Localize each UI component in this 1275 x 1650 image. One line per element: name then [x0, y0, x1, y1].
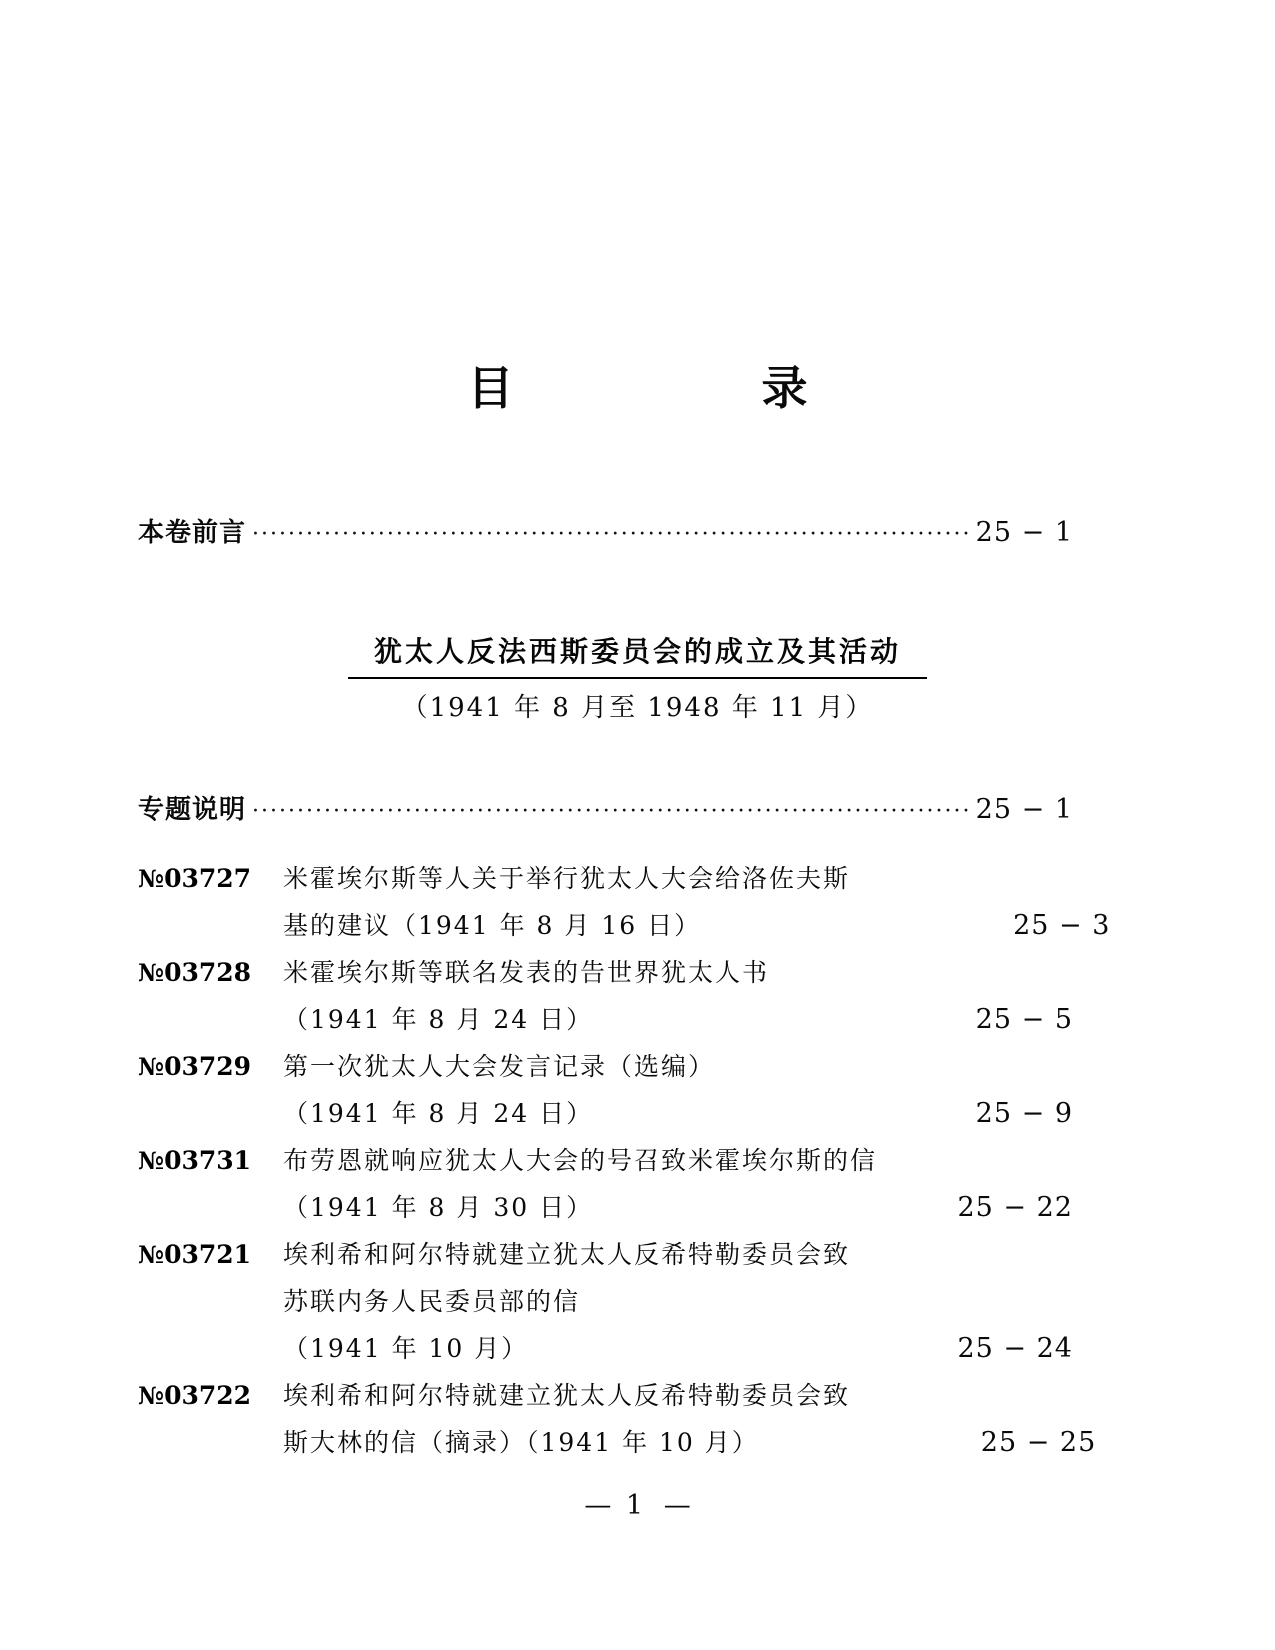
entry-title-line: （1941 年 8 月 24 日） — [283, 1099, 594, 1128]
entry-row — [138, 1043, 1073, 1090]
dot-leader — [534, 1341, 951, 1357]
section-heading — [0, 630, 1275, 679]
entry-number: №03722 — [138, 1381, 252, 1410]
entry-pageref: 25 − 5 — [975, 1004, 1073, 1035]
entry-number: №03728 — [138, 958, 252, 987]
numero-sign-icon: № — [138, 1052, 165, 1081]
entry-03721[interactable] — [138, 1231, 1073, 1372]
dot-leader — [252, 797, 970, 822]
entry-03722[interactable] — [138, 1372, 1097, 1466]
topic-note-pageref: 25 − 1 — [975, 794, 1073, 825]
numero-sign-icon: № — [138, 958, 165, 987]
entry-row — [138, 1231, 1073, 1278]
section-heading-text: 犹太人反法西斯委员会的成立及其活动 — [348, 630, 927, 679]
topic-note-label: 专题说明 — [138, 795, 247, 825]
entry-number: №03731 — [138, 1146, 252, 1175]
entry-title-line: 米霍埃尔斯等人关于举行犹太人大会给洛佐夫斯 — [283, 864, 851, 893]
entry-title-line: 米霍埃尔斯等联名发表的告世界犹太人书 — [283, 958, 770, 987]
entry-row-continuation — [138, 902, 1111, 949]
entry-title-line: 埃利希和阿尔特就建立犹太人反希特勒委员会致 — [283, 1240, 851, 1269]
page-folio — [0, 1490, 1275, 1521]
folio-left-dash: — — [584, 1490, 612, 1521]
toc-entry-topic-note[interactable] — [138, 795, 1073, 825]
entry-title-line: （1941 年 8 月 24 日） — [283, 1005, 594, 1034]
entry-title-line: 苏联内务人民委员部的信 — [283, 1287, 581, 1316]
dot-leader — [765, 1435, 975, 1451]
entry-pageref: 25 − 3 — [1013, 910, 1111, 941]
entry-row-continuation — [138, 996, 1073, 1043]
entry-03731[interactable] — [138, 1137, 1073, 1231]
dot-leader — [252, 520, 970, 545]
entry-title-line: 基的建议（1941 年 8 月 16 日） — [283, 911, 702, 940]
page-title: 目 录 — [467, 361, 860, 415]
folio-right-dash: — — [663, 1490, 691, 1521]
entry-title-line: 斯大林的信（摘录）（1941 年 10 月） — [283, 1428, 759, 1457]
entry-03727[interactable] — [138, 855, 1111, 949]
entry-pageref: 25 − 24 — [957, 1333, 1073, 1364]
entry-title-line: （1941 年 8 月 30 日） — [283, 1193, 594, 1222]
numero-sign-icon: № — [138, 1240, 165, 1269]
section-subtitle: （1941 年 8 月至 1948 年 11 月） — [401, 693, 874, 723]
entry-number: №03721 — [138, 1240, 252, 1269]
entry-number: №03727 — [138, 864, 252, 893]
entry-row — [138, 1137, 1073, 1184]
entry-pageref: 25 − 22 — [957, 1192, 1073, 1223]
entry-row-continuation — [138, 1278, 1073, 1325]
numero-sign-icon: № — [138, 1381, 165, 1410]
entry-title-line: （1941 年 10 月） — [283, 1334, 529, 1363]
entry-row-continuation — [138, 1325, 1073, 1372]
folio-number: 1 — [625, 1490, 650, 1521]
entry-03728[interactable] — [138, 949, 1073, 1043]
dot-leader — [599, 1200, 951, 1216]
dot-leader — [599, 1106, 970, 1122]
preface-pageref: 25 − 1 — [975, 517, 1073, 548]
entry-row-continuation — [138, 1419, 1097, 1466]
entry-row — [138, 949, 1073, 996]
entry-title-line: 埃利希和阿尔特就建立犹太人反希特勒委员会致 — [283, 1381, 851, 1410]
entry-row — [138, 1372, 1073, 1419]
numero-sign-icon: № — [138, 864, 165, 893]
entry-title-line: 第一次犹太人大会发言记录（选编） — [283, 1052, 716, 1081]
entry-row — [138, 855, 1073, 902]
entry-title-line: 布劳恩就响应犹太人大会的号召致米霍埃尔斯的信 — [283, 1146, 878, 1175]
toc-entry-preface[interactable] — [138, 518, 1073, 548]
numero-sign-icon: № — [138, 1146, 165, 1175]
entry-03729[interactable] — [138, 1043, 1073, 1137]
dot-leader — [599, 1012, 970, 1028]
entry-pageref: 25 − 9 — [975, 1098, 1073, 1129]
entry-row-continuation — [138, 1184, 1073, 1231]
preface-label: 本卷前言 — [138, 518, 247, 548]
entry-pageref: 25 − 25 — [980, 1427, 1097, 1458]
entry-row-continuation — [138, 1090, 1073, 1137]
entry-number: №03729 — [138, 1052, 252, 1081]
dot-leader — [707, 918, 1007, 934]
